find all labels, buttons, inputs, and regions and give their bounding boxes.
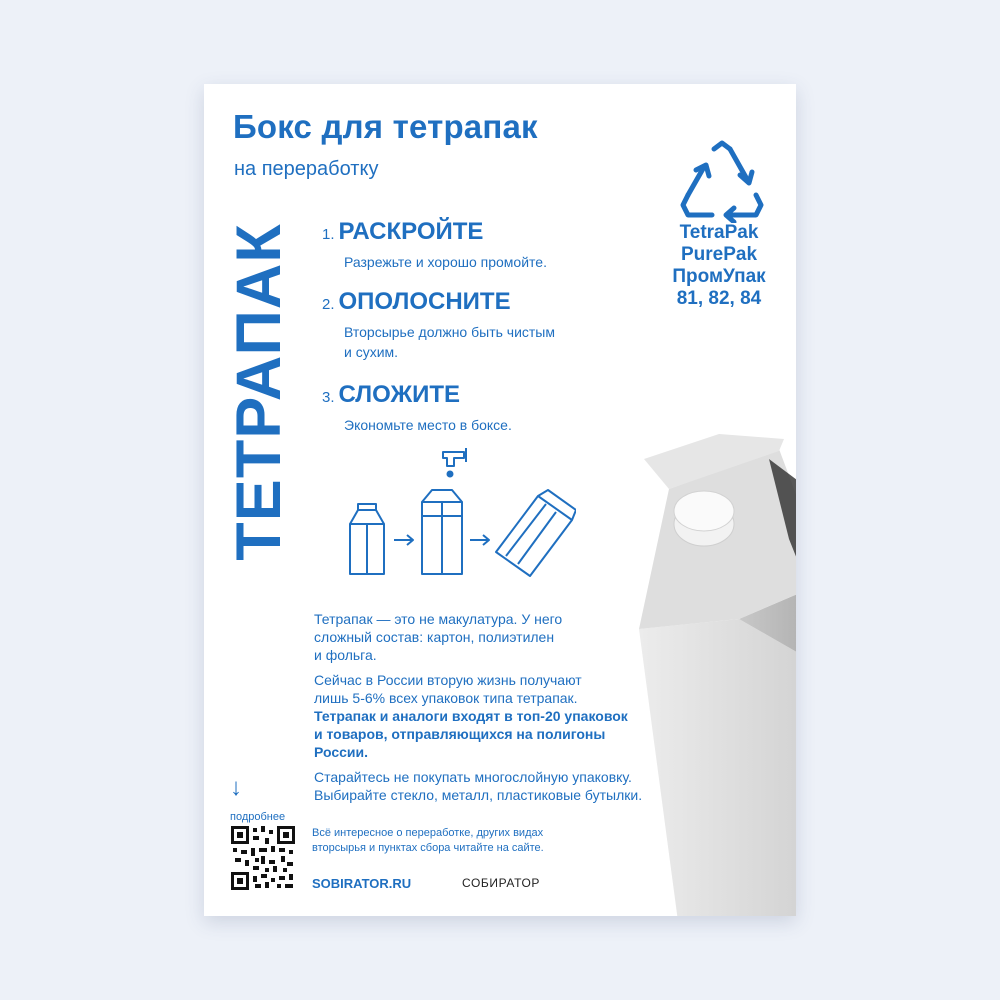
step-2-heading: ОПОЛОСНИТЕ [338, 288, 511, 315]
info-bold-line: России. [314, 744, 369, 760]
info-line: Сейчас в России вторую жизнь получают [314, 672, 582, 688]
info-line: и фольга. [314, 647, 377, 663]
step-1-desc: Разрежьте и хорошо промойте. [344, 254, 547, 270]
info-bold-line: и товаров, отправляющихся на полигоны [314, 726, 606, 742]
carton-icon [422, 490, 462, 574]
footnote-line: Всё интересное о переработке, других видах [312, 827, 544, 839]
step-3-desc: Экономьте место в боксе. [344, 417, 512, 433]
step-1 [322, 218, 547, 272]
footnote-line: вторсырья и пунктах сбора читайте на сайте. [312, 842, 544, 854]
info-bold-line: Тетрапак и аналоги входят в топ-20 упаковок [314, 708, 628, 724]
packaging-codes [654, 222, 784, 310]
poster-subtitle: на переработку [234, 158, 379, 180]
info-paragraph-2 [314, 671, 659, 761]
step-1-heading: РАСКРОЙТЕ [338, 218, 484, 245]
code-promupak: ПромУпак [672, 266, 766, 287]
step-1-number: 1. [322, 226, 335, 243]
poster-title: Бокс для тетрапак [233, 108, 538, 145]
step-3-heading: СЛОЖИТЕ [338, 381, 461, 408]
arrow-down-icon: ↓ [230, 774, 242, 801]
site-link[interactable]: SOBIRATOR.RU [312, 876, 412, 891]
step-2-number: 2. [322, 296, 335, 313]
vertical-heading-text: ТЕТРАПАК [224, 222, 294, 561]
qr-code[interactable] [231, 826, 295, 890]
code-purepak: PurePak [680, 244, 758, 265]
code-tetrapak: TetraPak [679, 222, 759, 243]
info-line: лишь 5-6% всех упаковок типа тетрапак. [314, 690, 578, 706]
brand-logo: СОБИРАТОР [462, 876, 541, 890]
step-2 [322, 288, 555, 362]
info-paragraph-1 [314, 610, 659, 664]
arrow-right-icon [470, 535, 489, 545]
code-numbers: 81, 82, 84 [676, 288, 762, 309]
step-2-desc [344, 322, 555, 362]
step-2-desc-line-2: и сухим. [344, 344, 399, 360]
info-paragraph-3 [314, 768, 659, 804]
carton-icon [350, 504, 384, 574]
arrow-right-icon [394, 535, 413, 545]
tap-icon [443, 448, 466, 477]
info-line: Старайтесь не покупать многослойную упаковку. [314, 769, 632, 785]
step-2-desc-line-1: Вторсырье должно быть чистым [344, 324, 555, 340]
carton-icon [496, 490, 576, 576]
folding-illustration [346, 444, 576, 584]
info-line: Тетрапак — это не макулатура. У него [314, 611, 563, 627]
info-line: Выбирайте стекло, металл, пластиковые бутылки. [314, 787, 643, 803]
recycle-icon [676, 139, 768, 223]
footnote [312, 826, 602, 856]
poster [204, 84, 796, 916]
step-3-number: 3. [322, 389, 335, 406]
step-3 [322, 381, 512, 435]
more-label: подробнее [230, 811, 286, 823]
info-line: сложный состав: картон, полиэтилен [314, 629, 555, 645]
vertical-heading [224, 219, 294, 564]
